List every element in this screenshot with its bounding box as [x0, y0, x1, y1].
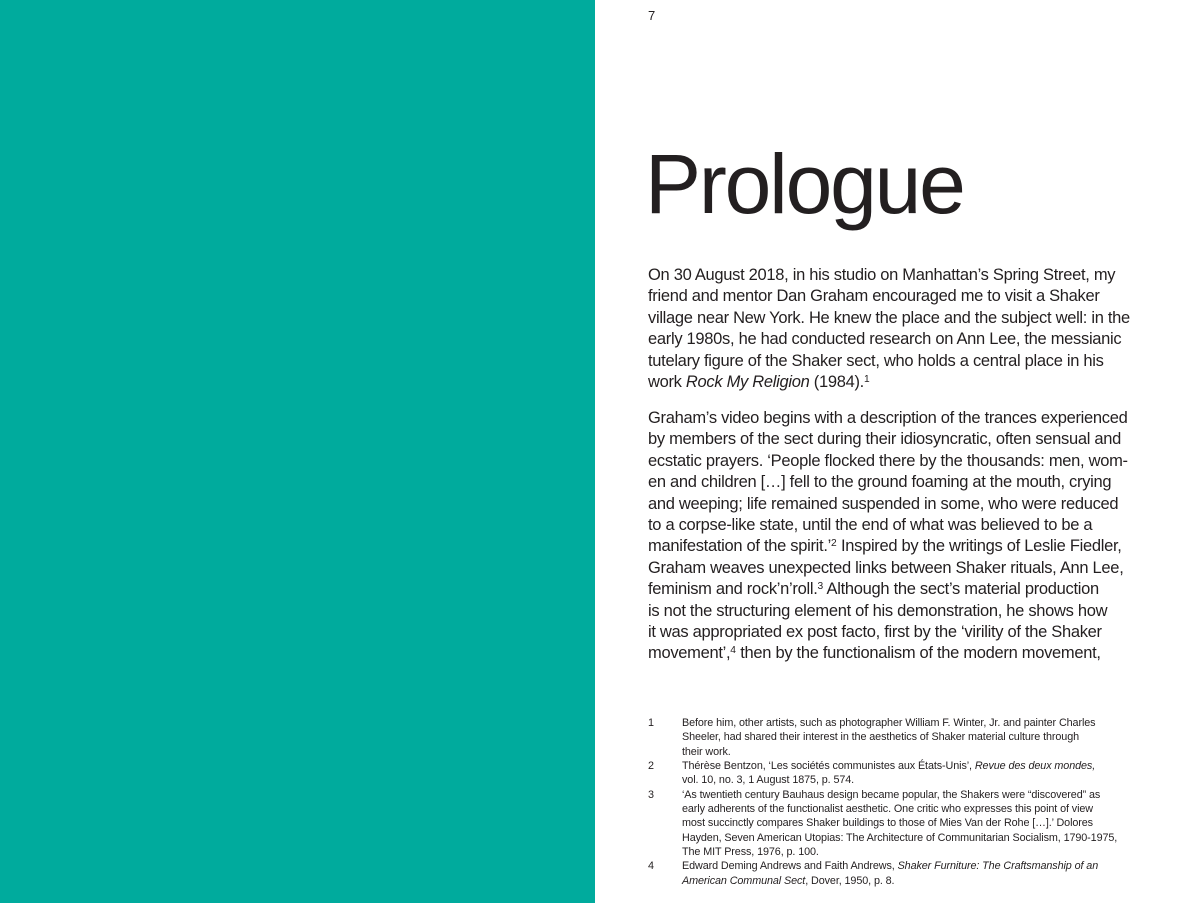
- page-number: 7: [648, 8, 656, 23]
- footnote-item: [648, 788, 1148, 860]
- footnote-item: [648, 859, 1148, 888]
- footnote-item: [648, 759, 1148, 788]
- body-paragraph-1: On 30 August 2018, in his studio on Manhattan’s Spring Street, my friend and mentor Dan Graham encouraged me to visit a Shaker village near New York. He knew the place and the subject well: in the early 1980s, he had conducted research on Ann Lee, the messianic tutelary figure of the Shaker sect, who holds a central place in his work Rock My Religion (1984).$^1$: [648, 266, 1130, 392]
- right-page: [595, 0, 1188, 903]
- footnote-number: 2: [648, 760, 654, 773]
- footnote-number: 4: [648, 860, 654, 873]
- chapter-title: Prologue: [645, 137, 964, 231]
- body-paragraph-2: Graham’s video begins with a description of the trances experienced by members of the sect during their idiosyncratic, often sensual and ecstatic prayers. ‘People flocked there by the thousands: men, wom- en and children […] fell to the ground foaming at the mouth, crying and weeping; life remained suspended in some, who were reduced to a corpse-like state, until the end of what was believed to be a manifestation of the spirit.’$^2$ Inspired by the writings of Leslie Fiedler, Graham weaves unexpected links between Shaker rituals, Ann Lee, feminism and rock’n’roll.$^3$ Although the sect’s material production is not the structuring element of his demonstration, he shows how it was appropriated ex post facto, first by the ‘virility of the Shaker movement’,$^4$ then by the functionalism of the modern movement,: [648, 409, 1128, 663]
- footnote-text: Before him, other artists, such as photographer William F. Winter, Jr. and painter Charles Sheeler, had shared their interest in the aesthetics of Shaker material culture through their work.: [682, 717, 1096, 758]
- footnote-text: Thérèse Bentzon, ‘Les sociétés communistes aux États-Unis’, Revue des deux mondes, vol. 10, no. 3, 1 August 1875, p. 574.: [682, 760, 1096, 787]
- footnote-text: ‘As twentieth century Bauhaus design became popular, the Shakers were “discovered” as early adherents of the functionalist aesthetic. One critic who expresses this point of view most succinctly compares Shaker buildings to those of Mies Van der Rohe […].’ Dolores Hayden, Seven American Utopias: The Architecture of Communitarian Socialism, 1790-1975, The MIT Press, 1976, p. 100.: [682, 788, 1118, 859]
- footnotes-section: [648, 716, 1148, 888]
- footnote-item: [648, 716, 1148, 759]
- footnote-number: 3: [648, 788, 654, 801]
- footnote-text: Edward Deming Andrews and Faith Andrews, Shaker Furniture: The Craftsmanship of an American Communal Sect, Dover, 1950, p. 8.: [682, 860, 1099, 887]
- footnote-number: 1: [648, 717, 654, 729]
